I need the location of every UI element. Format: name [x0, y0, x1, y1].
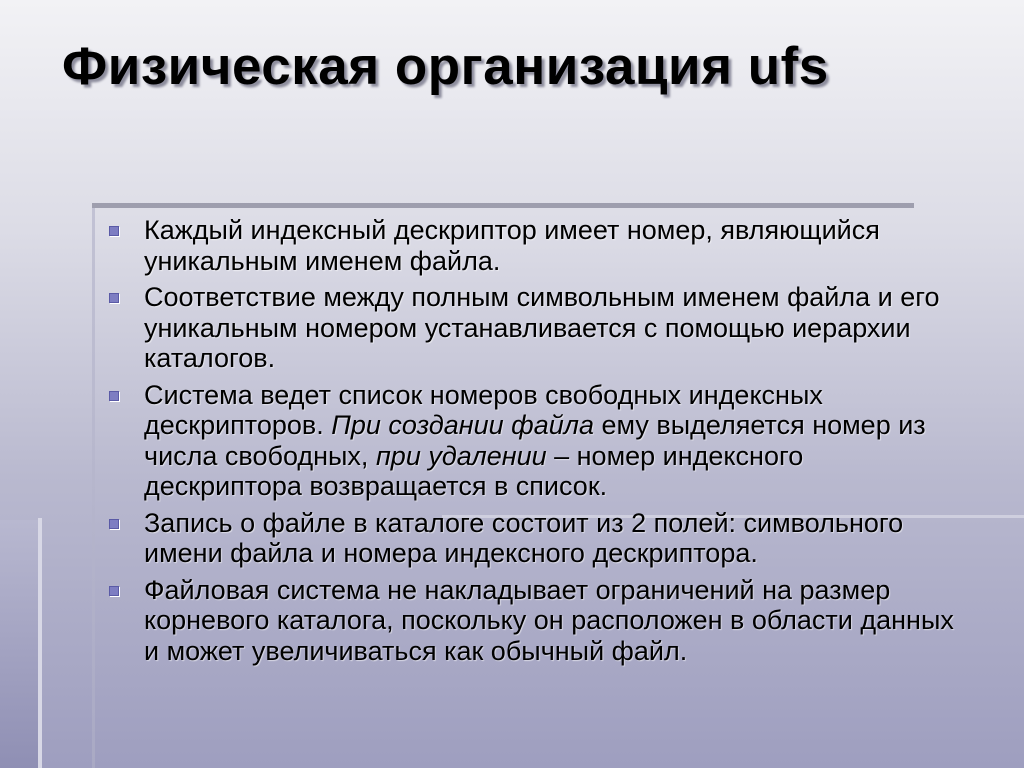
bullet-item	[105, 282, 965, 374]
bullet-square-icon	[109, 586, 119, 596]
bullet-square-icon	[109, 226, 119, 236]
bullet-text: Соответствие между полным символьным именем файла и его уникальным номером устанавливается с помощью иерархии каталогов.	[144, 282, 940, 373]
decor-vertical-line	[92, 205, 95, 768]
decor-left-panel	[0, 520, 38, 768]
bullet-square-icon	[109, 391, 119, 401]
bullet-list	[105, 215, 965, 672]
bullet-text-emphasis: При создании файла	[331, 410, 594, 440]
decor-left-line	[38, 518, 42, 768]
bullet-square-icon	[109, 519, 119, 529]
bullet-square-icon	[109, 293, 119, 303]
bullet-text-part: – номер индексного дескриптора возвращается в список.	[144, 440, 804, 501]
bullet-text: Запись о файле в каталоге состоит из 2 полей: символьного имени файла и номера индексного дескриптора.	[144, 507, 904, 568]
bullet-text-part: Система ведет список номеров свободных индексных дескрипторов.	[144, 379, 823, 440]
bullet-item	[105, 215, 965, 276]
slide-title: Физическая организация ufs	[62, 37, 829, 96]
bullet-item	[105, 380, 965, 502]
bullet-text-part: ему выделяется номер из числа свободных,	[144, 410, 926, 471]
bullet-text: Каждый индексный дескриптор имеет номер, являющийся уникальным именем файла.	[144, 215, 880, 276]
bullet-item	[105, 508, 965, 569]
decor-horizontal-line	[92, 203, 914, 208]
bullet-text: Файловая система не накладывает ограничений на размер корневого каталога, поскольку он расположен в области данных и может увеличиваться как обычный файл.	[144, 574, 954, 666]
bullet-item	[105, 575, 965, 667]
bullet-text-emphasis: при удалении	[375, 440, 547, 471]
